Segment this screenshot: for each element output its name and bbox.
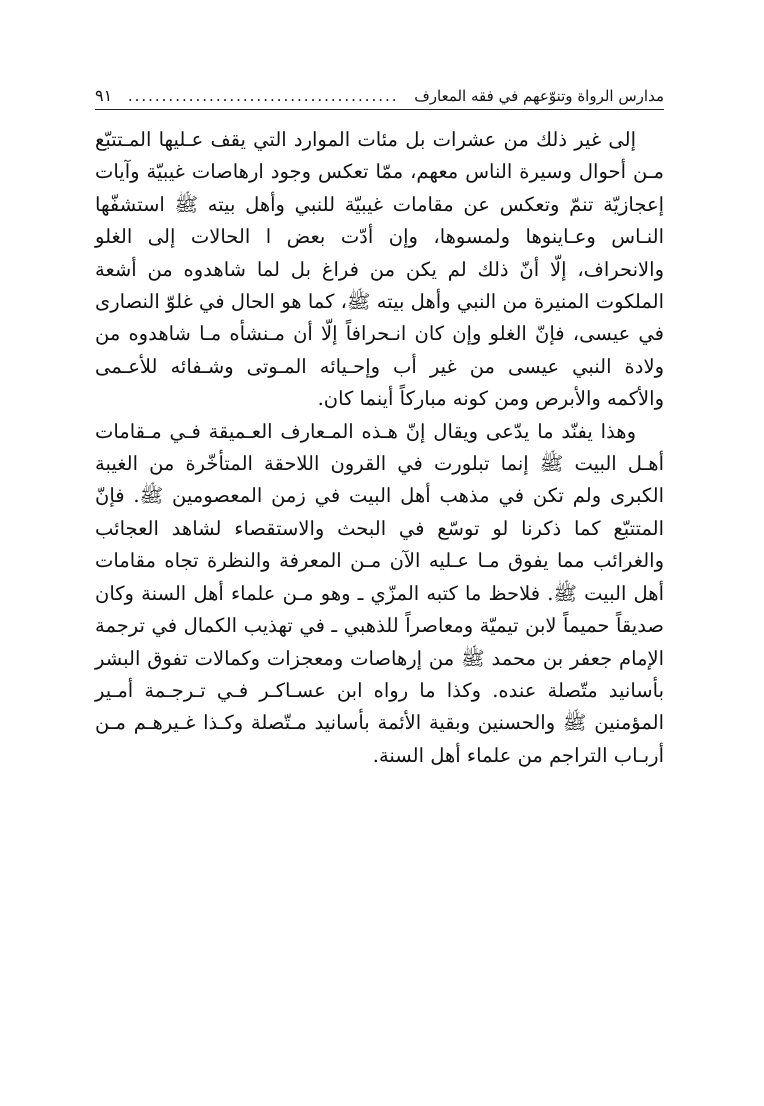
page-number: ٩١ bbox=[95, 86, 113, 105]
body-text bbox=[95, 124, 664, 772]
running-header bbox=[95, 84, 664, 108]
paragraph: إلى غير ذلك من عشرات بل مئات الموارد التي يقف عـليها المـتتبّع مـن أحوال وسيرة الناس معهم، ممّا تعكس وجود ارهاصات غيبيّة وآيات إعجازيّة تنمّ وتعكس عن مقامات غيبيّة للنبي وأهل بيته ﷺ استشفّها النـاس وعـاينوها ولمسوها، وإن أدّت بعض ا الحالات إلى الغلو والانحراف، إلّا أنّ ذلك لم يكن من فراغ بل لما شاهدوه من أشعة الملكوت المنيرة من النبي وأهل بيته ﷺ، كما هو الحال في غلوّ النصارى في عيسى، فإنّ الغلو وإن كان انـحرافاً إلّا أن مـنشأه مـا شاهدوه من ولادة النبي عيسى من غير أب وإحـيائه المـوتى وشـفائه للأعـمى والأكمه والأبرص ومن كونه مباركاً أينما كان. bbox=[95, 128, 664, 411]
header-dot-leader: ........................................ bbox=[127, 87, 399, 105]
paragraph: وهذا يفنّد ما يدّعى ويقال إنّ هـذه المـعارف العـميقة فـي مـقامات أهـل البيت ﷺ إنما تبلورت في القرون اللاحقة المتأخّرة من الغيبة الكبرى ولم تكن في مذهب أهل البيت في زمن المعصومين ﷺ. فإنّ المتتبّع كما ذكرنا لو توسّع في البحث والاستقصاء لشاهد العجائب والغرائب مما يفوق مـا عـليه الآن مـن المعرفة والنظرة تجاه مقامات أهل البيت ﷺ. فلاحظ ما كتبه المزّي ـ وهو مـن علماء أهل السنة وكان صديقاً حميماً لابن تيميّة ومعاصراً للذهبي ـ في تهذيب الكمال في ترجمة الإمام جعفر بن محمد ﷺ من إرهاصات ومعجزات وكمالات تفوق البشر بأسانيد متّصلة عنده. وكذا ما رواه ابن عسـاكـر فـي تـرجـمة أمـير المؤمنين ﷺ والحسنين وبقية الأئمة بأسانيد مـتّصلة وكـذا غـيرهـم مـن أربـاب التراجم من علماء أهل السنة. bbox=[95, 419, 664, 767]
header-title: مدارس الرواة وتنوّعهم في فقه المعارف bbox=[414, 87, 664, 105]
header-divider bbox=[95, 109, 664, 110]
